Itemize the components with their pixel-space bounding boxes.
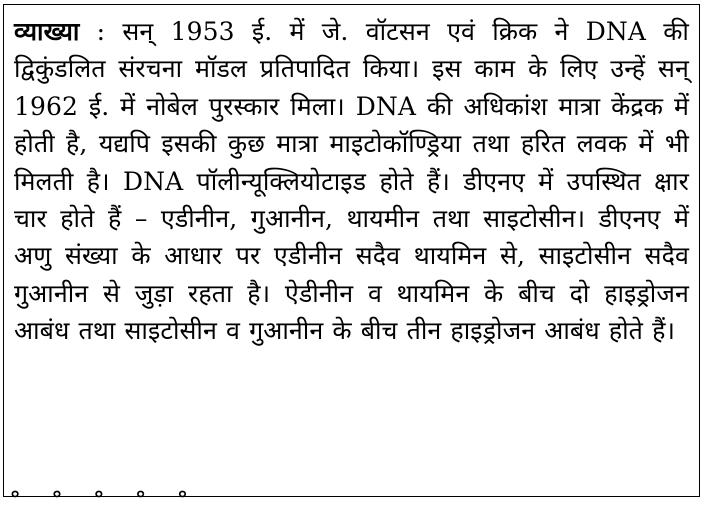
next-line-cropped: ॰ ॰ ॰ ॰ ॰ <box>10 482 188 510</box>
explanation-heading: व्याख्या <box>14 17 80 46</box>
explanation-box <box>3 4 700 497</box>
explanation-paragraph <box>14 13 689 350</box>
heading-separator: : <box>79 17 123 46</box>
explanation-body: सन् 1953 ई. में जे. वॉटसन एवं क्रिक ने DNA की द्विकुंडलित संरचना मॉडल प्रतिपादित किया। इस काम के लिए उन्हें सन् 1962 ई. में नोबेल पुरस्कार मिला। DNA की अधिकांश मात्रा केंद्रक में होती है, यद्यपि इसकी कुछ मात्रा माइटोकॉण्ड्रिया तथा हरित लवक में भी मिलती है। DNA पॉलीन्यूक्लियोटाइड होते हैं। डीएनए में उपस्थित क्षार चार होते हैं – एडीनीन, गुआनीन, थायमीन तथा साइटोसीन। डीएनए में अणु संख्या के आधार पर एडीनीन सदैव थायमिन से, साइटोसीन सदैव गुआनीन से जुड़ा रहता है। ऐडीनीन व थायमिन के बीच दो हाइड्रोजन आबंध तथा साइटोसीन व गुआनीन के बीच तीन हाइड्रोजन आबंध होते हैं। <box>14 17 690 346</box>
